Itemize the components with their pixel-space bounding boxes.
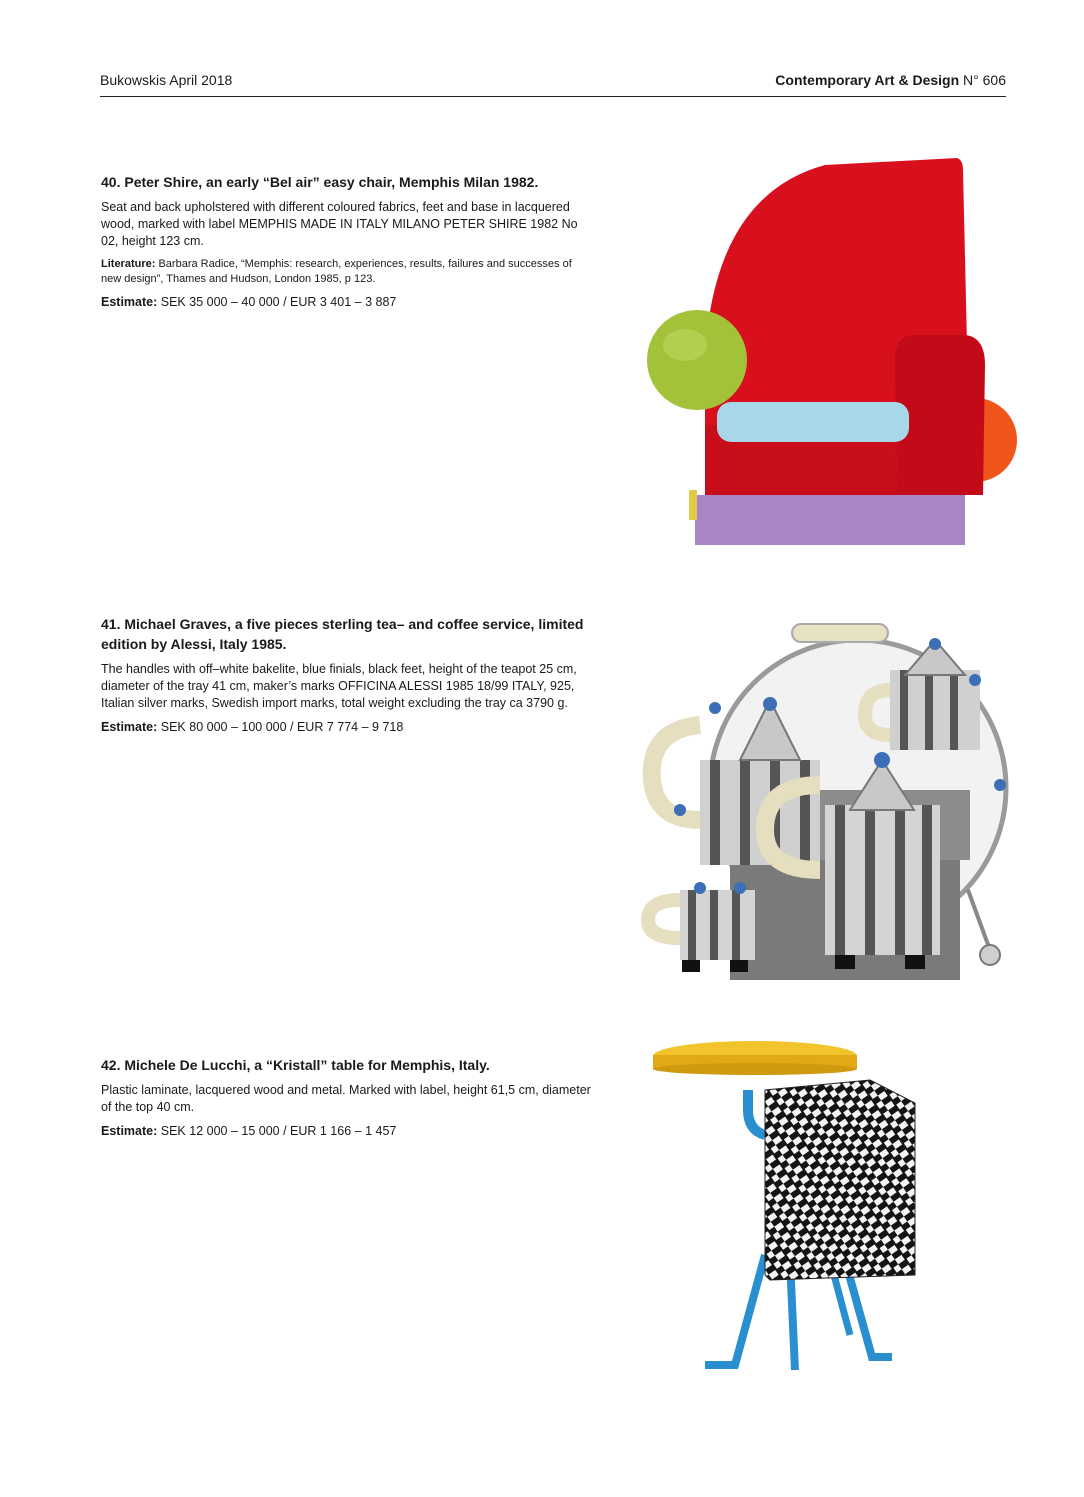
literature-text: Barbara Radice, “Memphis: research, experiences, results, failures and successes of new design”, Thames and Hudson, London 1985, p 123. bbox=[101, 258, 572, 285]
lot-title: 42. Michele De Lucchi, a “Kristall” table for Memphis, Italy. bbox=[101, 1057, 490, 1073]
lot-literature bbox=[101, 257, 591, 287]
lot-42 bbox=[101, 1055, 591, 1140]
catalogue-name: Contemporary Art & Design bbox=[775, 72, 960, 88]
chair-image bbox=[645, 155, 1025, 550]
lot-40 bbox=[101, 172, 591, 311]
table-image bbox=[640, 1035, 960, 1400]
literature-label: Literature: bbox=[101, 258, 156, 270]
catalogue-title bbox=[775, 72, 1006, 88]
estimate-label: Estimate: bbox=[101, 1124, 158, 1138]
lot-title: 41. Michael Graves, a five pieces sterling tea– and coffee service, limited edition by Alessi, Italy 1985. bbox=[101, 616, 584, 652]
lot-description: The handles with off–white bakelite, blue finials, black feet, height of the teapot 25 cm, diameter of the tray 41 cm, maker’s marks OFFICINA ALESSI 1985 18/99 ITALY, 925, Italian silver marks, Swedish import marks, total weight excluding the tray ca 3790 g. bbox=[101, 662, 577, 710]
estimate-value: SEK 80 000 – 100 000 / EUR 7 774 – 9 718 bbox=[157, 720, 404, 734]
tea-service-image bbox=[640, 620, 1012, 985]
catalogue-number: N° 606 bbox=[959, 72, 1006, 88]
estimate-value: SEK 35 000 – 40 000 / EUR 3 401 – 3 887 bbox=[157, 295, 397, 309]
lot-estimate bbox=[101, 719, 591, 736]
lot-estimate bbox=[101, 1123, 591, 1140]
estimate-label: Estimate: bbox=[101, 720, 158, 734]
lot-estimate bbox=[101, 294, 591, 311]
estimate-value: SEK 12 000 – 15 000 / EUR 1 166 – 1 457 bbox=[157, 1124, 397, 1138]
publication-date: Bukowskis April 2018 bbox=[100, 72, 233, 88]
lot-description: Seat and back upholstered with different coloured fabrics, feet and base in lacquered wood, marked with label MEMPHIS MADE IN ITALY MILANO PETER SHIRE 1982 No 02, height 123 cm. bbox=[101, 200, 578, 248]
lot-description: Plastic laminate, lacquered wood and metal. Marked with label, height 61,5 cm, diameter of the top 40 cm. bbox=[101, 1083, 591, 1114]
estimate-label: Estimate: bbox=[101, 295, 158, 309]
page-header bbox=[100, 72, 1006, 97]
lot-41 bbox=[101, 614, 591, 736]
lot-title: 40. Peter Shire, an early “Bel air” easy chair, Memphis Milan 1982. bbox=[101, 174, 539, 190]
